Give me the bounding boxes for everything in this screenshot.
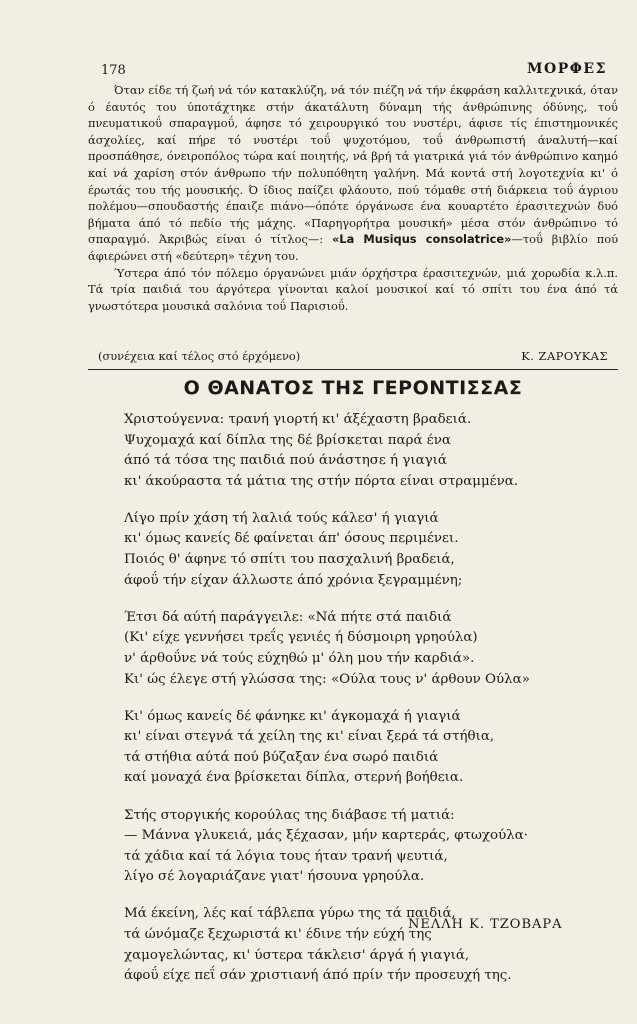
poem-line: (Κι' είχε γεννήσει τρεΐς γενιές ή δύσμοιρη γρηούλα)	[124, 630, 478, 646]
poem-line: Ποιός θ' άφηνε τό σπίτι του πασχαλινή βραδειά,	[124, 552, 455, 568]
poem-line: τά χάδια καί τά λόγια τους ήταν τρανή ψευτιά,	[124, 848, 448, 864]
poem-line: λίγο σέ λογαριάζανε γιατ' ήσουνα γρηούλα.	[124, 869, 425, 885]
poem-stanza	[124, 608, 530, 690]
paragraph-1	[88, 82, 618, 265]
poem-line: Ψυχομαχά καί δίπλα της δέ βρίσκεται παρά ένα	[124, 432, 451, 448]
poem-line: άφοΰ τήν είχαν άλλωστε άπό χρόνια ξεγραμμένη;	[124, 572, 463, 588]
divider-rule	[88, 369, 618, 370]
poem-line: Χριστούγεννα: τρανή γιορτή κι' άξέχαστη βραδειά.	[124, 412, 472, 427]
paragraph-2: Ύστερα άπό τόν πόλεμο όργανώνει μιάν όρχήστρα έρασιτεχνών, μιά χορωδία κ.λ.π. Τά τρία παιδιά του άργότερα γίνονται καλοί μουσικοί καί τό σπίτι του ένα άπό τά γνωστότερα μουσικά σαλόνια τοΰ Παρισιοΰ.	[88, 265, 618, 313]
page-number: 178	[101, 63, 126, 78]
poem-line: κι' όμως κανείς δέ φαίνεται άπ' όσους περιμένει.	[124, 531, 459, 547]
poem-line: Κι' όμως κανείς δέ φάνηκε κι' άγκομαχά ή γιαγιά	[124, 708, 461, 724]
poem-line: κι' άκούραστα τά μάτια της στήν πόρτα είναι στραμμένα.	[124, 473, 519, 489]
poem-line: ν' άρθοΰνε νά τούς εύχηθώ μ' όλη μου τήν καρδιά».	[124, 650, 475, 666]
poem-body	[124, 410, 530, 1003]
poem-stanza	[124, 707, 530, 789]
poem-line: Στής στοργικής κορούλας της διάβασε τή ματιά:	[124, 807, 455, 823]
journal-title: ΜΟΡΦΕΣ	[527, 61, 607, 77]
poem-line: Μά έκείνη, λές καί τάβλεπα γύρω της τά παιδιά,	[124, 906, 456, 922]
poem-line: Έτσι δά αύτή παράγγειλε: «Νά πήτε στά παιδιά	[124, 609, 452, 625]
poem-line: κι' είναι στεγνά τά χείλη της κι' είναι ξερά τά στήθια,	[124, 729, 495, 745]
paragraph-1-tail: —τοΰ βιβλίο πού άφιερώνει στή «δεύτερη» τέχνη του.	[88, 232, 618, 263]
poem-line: — Μάννα γλυκειά, μάς ξέχασαν, μήν καρτεράς, φτωχούλα·	[124, 828, 529, 844]
poem-line: άφοΰ είχε πεΐ σάν χριστιανή άπό πρίν τήν προσευχή της.	[124, 968, 512, 984]
article-author: Κ. ΖΑΡΟΥΚΑΣ	[521, 349, 608, 363]
poem-line: χαμογελώντας, κι' ύστερα τάκλεισ' άργά ή γιαγιά,	[124, 947, 470, 963]
continued-note: (συνέχεια καί τέλος στό έρχόμενο)	[98, 349, 301, 363]
poem-line: άπό τά τόσα της παιδιά πού άνάστησε ή γιαγιά	[124, 453, 447, 469]
poem-line: τά ώνόμαζε ξεχωριστά κι' έδινε τήν εύχή της	[124, 926, 432, 942]
poem-stanza	[124, 410, 530, 492]
poem-line: καί μοναχά ένα βρίσκεται δίπλα, στερνή βοήθεια.	[124, 770, 464, 786]
poem-title: Ο ΘΑΝΑΤΟΣ ΤΗΣ ΓΕΡΟΝΤΙΣΣΑΣ	[183, 377, 523, 399]
poem-line: τά στήθια αύτά πού βύζαξαν ένα σωρό παιδιά	[124, 749, 439, 765]
paragraph-1-text: Όταν είδε τή ζωή νά τόν κατακλύζη, νά τόν πιέζη νά τήν έκφράση καλλιτεχνικά, όταν ό έαυτός του ύποτάχτηκε στήν άκατάλυτη δύναμη τής άνθρώπινης όδύνης, τοΰ πνευματικοΰ σπαραγμοΰ, άφησε τό χειρουργικό του νυστέρι, άφισε τίς έπιστημονικές άσχολίες, καί πήρε τό νυστέρι τοΰ ψυχοτόμου, τοΰ άνθρωπιστή άναλυτή—καί προσπάθησε, όνειροπόλος τώρα καί ποιητής, νά βρή τά γιατρικά γιά τόν άνθρώπινο καημό καί νά χαρίση στόν άνθρωπο τήν πολυπόθητη γαλήνη. Μά κοντά στή λογοτεχνία κι' ό έρωτάς του τής μουσικής. Ό ίδιος παίζει φλάουτο, πού τόμαθε στή διάρκεια τοΰ άγριου πολέμου—σπουδαστής έπαιζε πιάνο—όπότε όργάνωσε ένα κουαρτέτο έρασιτεχνών δυό βήματα άπό τό πεδίο τής μάχης. «Παρηγορήτρα μουσική» μέσα στόν άνθρώπινο τό σπαραγμό. Άκριβώς είναι ό τίτλος—:	[88, 83, 618, 247]
poem-line: Κι' ώς έλεγε στή γλώσσα της: «Ούλα τους ν' άρθουν Ούλα»	[124, 671, 530, 687]
poem-stanza	[124, 806, 530, 888]
article-text	[88, 82, 618, 314]
poem-line: Λίγο πρίν χάση τή λαλιά τούς κάλεσ' ή γιαγιά	[124, 510, 439, 526]
poem-stanza	[124, 509, 530, 591]
book-title: «La Musiqus consolatrice»	[331, 232, 512, 247]
poem-signature: ΝΕΛΛΗ Κ. ΤΖΟΒΑΡΑ	[408, 917, 563, 932]
